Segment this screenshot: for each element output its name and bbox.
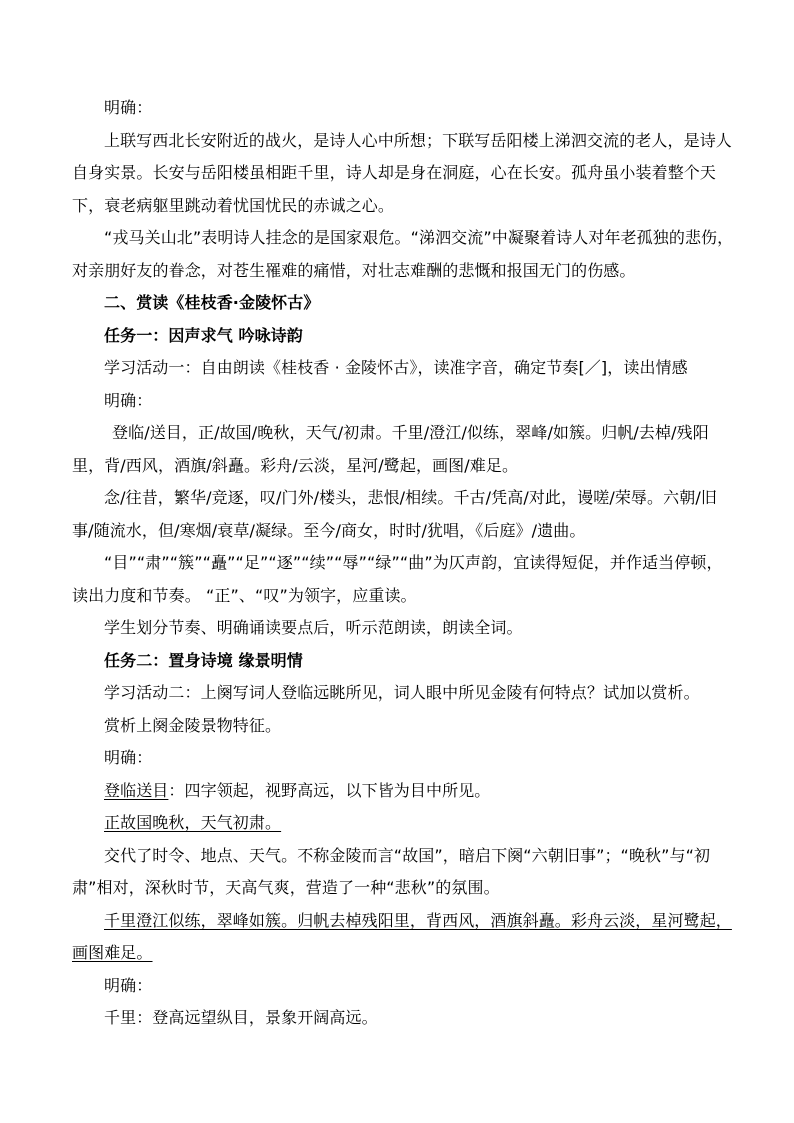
activity-one: 学习活动一：自由朗读《桂枝香 · 金陵怀古》，读准字音，确定节奏[／]，读出情感 [104,358,688,377]
underlined-scenery-lines [72,905,738,970]
answer-label: 明确： [104,748,153,767]
rhythm-lower-stanza: 念/往昔，繁华/竞逐，叹/门外/楼头，悲恨/相续。千古/凭高/对此，谩嗟/荣辱。六朝/旧事/随流水，但/寒烟/衰草/凝绿。至今/商女，时时/犹唱，《后庭》/遗曲。 [72,488,717,540]
task-two-heading: 任务二：置身诗境 缘景明情 [104,650,303,670]
analysis-climb-view [72,775,738,808]
paragraph-emotion-analysis: “戎马关山北”表明诗人挂念的是国家艰危。“涕泗交流”中凝聚着诗人对年老孤独的悲伤，对亲朋好友的眷念，对苍生罹难的痛惜，对壮志难酬的悲慨和报国无门的伤感。 [72,228,734,280]
underlined-phrase: 正故国晚秋，天气初肃。 [104,813,282,832]
student-reading-note: 学生划分节奏、明确诵读要点后，听示范朗读，朗读全词。 [104,618,523,637]
section-heading-2: 二、赏读《桂枝香·金陵怀古》 [104,293,320,312]
analysis-thousand-li: 千里：登高远望纵目，景象开阔高远。 [104,1008,378,1027]
rhyme-note: “目”“肃”“簇”“矗”“足”“逐”“续”“辱”“绿”“曲”为仄声韵，宜读得短促，并作适当停顿，读出力度和节奏。 “正”、“叹”为领字，应重读。 [72,553,723,605]
paragraph-time-place-weather: 交代了时令、地点、天气。不称金陵而言“故国”，暗启下阕“六朝旧事”；“晚秋”与“初肃”相对，深秋时节，天高气爽，营造了一种“悲秋”的氛围。 [72,845,711,897]
underlined-line-autumn [72,807,738,840]
answer-label: 明确： [104,975,153,995]
answer-label: 明确： [104,390,153,410]
rhythm-upper-stanza: 登临/送目，正/故国/晚秋，天气/初肃。千里/澄江/似练，翠峰/如簇。归帆/去棹/残阳里，背/西风，酒旗/斜矗。彩舟/云淡，星河/鹭起，画图/难足。 [72,423,709,475]
paragraph-couplet-analysis: 上联写西北长安附近的战火，是诗人心中所想；下联写岳阳楼上涕泗交流的老人，是诗人自身实景。长安与岳阳楼虽相距千里，诗人却是身在洞庭，心在长安。孤舟虽小装着整个天下，衰老病躯里跳动着忧国忧民的赤诚之心。 [72,130,732,215]
underlined-phrase: 登临送目 [104,780,169,800]
task-one-heading: 任务一：因声求气 吟咏诗韵 [104,325,303,345]
document-page [72,92,738,1035]
appreciation-prompt: 赏析上阕金陵景物特征。 [104,715,282,735]
analysis-text: ：四字领起，视野高远，以下皆为目中所见。 [168,780,491,800]
answer-label: 明确： [104,98,153,117]
underlined-phrase: 千里澄江似练，翠峰如簇。归帆去棹残阳里，背西风，酒旗斜矗。彩舟云淡，星河鹭起，画图难足。 [72,910,732,962]
activity-two: 学习活动二：上阕写词人登临远眺所见，词人眼中所见金陵有何特点？试加以赏析。 [104,683,700,702]
